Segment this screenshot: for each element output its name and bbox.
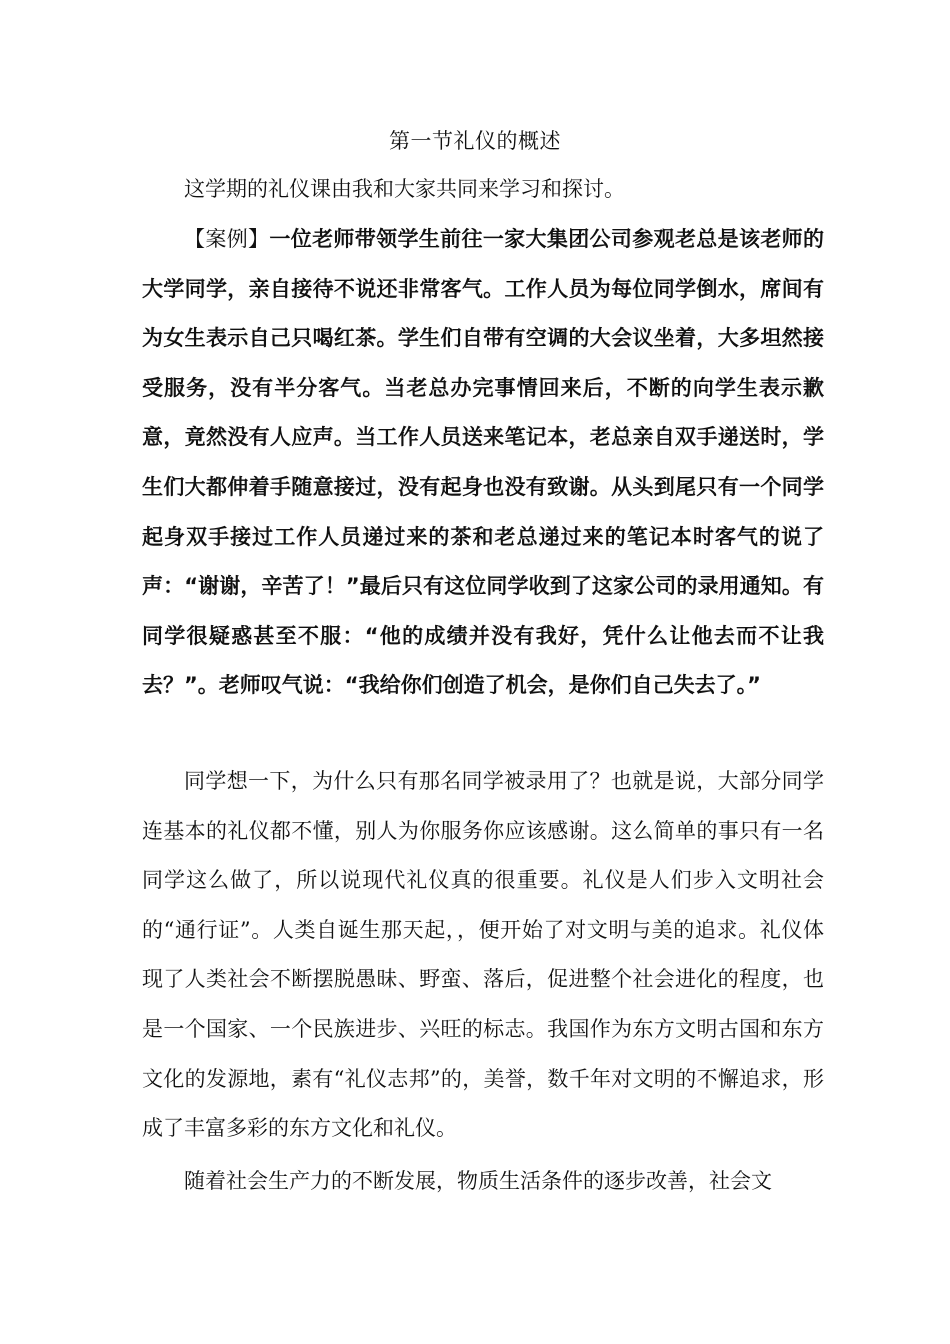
reflection-paragraph: 同学想一下，为什么只有那名同学被录用了？也就是说，大部分同学连基本的礼仪都不懂，别人为你服务你应该感谢。这么简单的事只有一名同学这么做了，所以说现代礼仪真的很重要。礼仪是人们步入文明社会的“通行证”。人类自诞生那天起，，便开始了对文明与美的追求。礼仪体现了人类社会不断摆脱愚昧、野蛮、落后，促进整个社会进化的程度，也是一个国家、一个民族进步、兴旺的标志。我国作为东方文明古国和东方文化的发源地，素有“礼仪志邦”的，美誉，数千年对文明的不懈追求，形成了丰富多彩的东方文化和礼仪。 — [142, 769, 824, 1141]
section-title: 第一节礼仪的概述 — [389, 129, 561, 153]
case-tag: 【案例】 — [184, 227, 270, 251]
case-paragraph — [142, 215, 824, 711]
development-paragraph: 随着社会生产力的不断发展，物质生活条件的逐步改善，社会文 — [184, 1169, 772, 1193]
case-text: 一位老师带领学生前往一家大集团公司参观老总是该老师的大学同学，亲自接待不说还非常客气。工作人员为每位同学倒水，席间有为女生表示自己只喝红茶。学生们自带有空调的大会议坐着，大多坦然接受服务，没有半分客气。当老总办完事情回来后，不断的向学生表示歉意，竟然没有人应声。当工作人员送来笔记本，老总亲自双手递送时，学生们大都伸着手随意接过，没有起身也没有致谢。从头到尾只有一个同学起身双手接过工作人员递过来的茶和老总递过来的笔记本时客气的说了声：“谢谢，辛苦了！”最后只有这位同学收到了这家公司的录用通知。有同学很疑惑甚至不服：“他的成绩并没有我好，凭什么让他去而不让我去？”。老师叹气说：“我给你们创造了机会，是你们自己失去了。” — [142, 227, 825, 698]
intro-paragraph: 这学期的礼仪课由我和大家共同来学习和探讨。 — [184, 177, 625, 201]
